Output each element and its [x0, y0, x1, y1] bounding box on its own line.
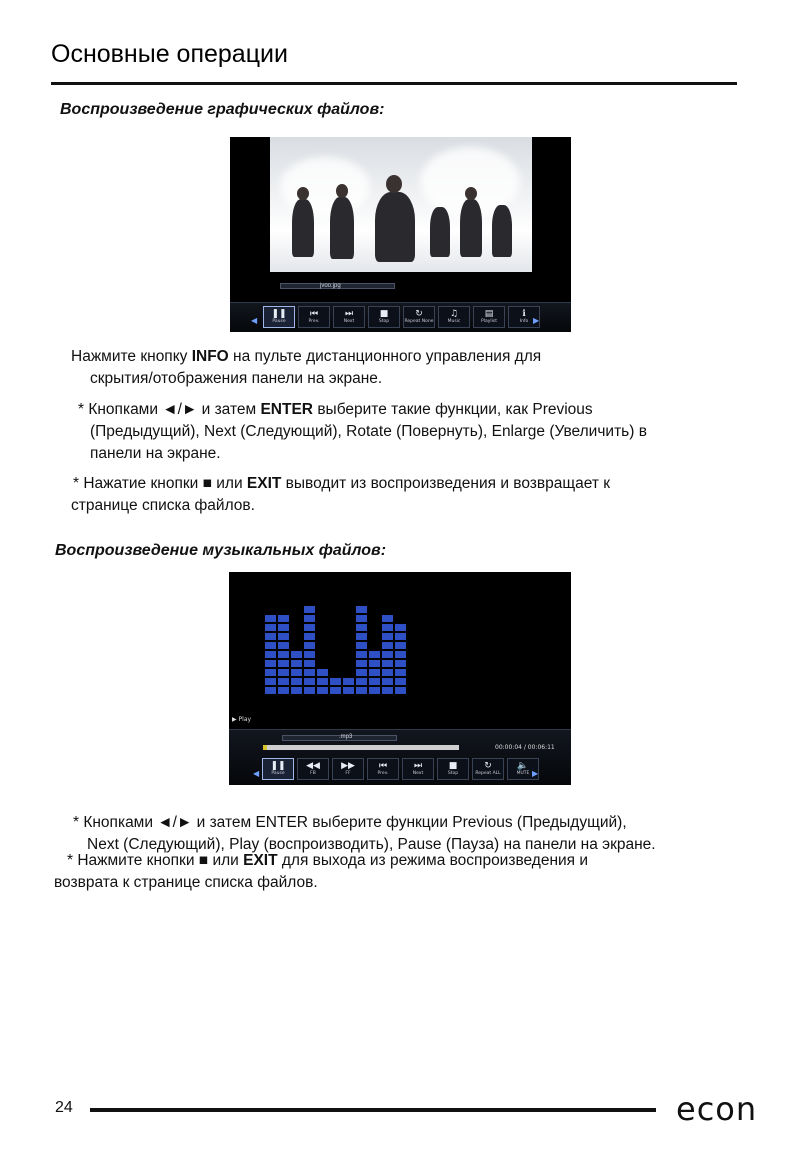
- page-number: 24: [55, 1099, 73, 1116]
- scroll-right-icon[interactable]: ▶: [533, 316, 540, 325]
- previous-icon: ⏮: [378, 761, 388, 771]
- text: на пульте дистанционного управления для: [228, 348, 542, 365]
- pause-icon: ❚❚: [270, 761, 286, 771]
- next-icon: ⏭: [413, 761, 423, 771]
- button-label: Pause: [271, 771, 285, 776]
- text: * Кнопками ◄/► и затем ENTER выберите функции Previous (Предыдущий),: [73, 814, 627, 831]
- button-label: Prev.: [377, 771, 389, 776]
- button-label: Repeat None: [404, 319, 434, 324]
- button-label: FF: [345, 771, 351, 776]
- text: (Предыдущий), Next (Следующий), Rotate (Повернуть), Enlarge (Увеличить) в: [90, 423, 647, 440]
- button-label: Next: [343, 319, 355, 324]
- button-label: Playlist: [481, 319, 497, 324]
- enter-key: ENTER: [260, 401, 314, 418]
- fast-forward-icon: ▶▶: [341, 761, 355, 771]
- next-button[interactable]: [333, 306, 365, 328]
- text: возврата к странице списка файлов.: [54, 874, 318, 891]
- movie-still-image: [270, 137, 532, 272]
- button-label: Info: [519, 319, 529, 324]
- button-label: Stop: [447, 771, 459, 776]
- equalizer-bar: [278, 615, 289, 696]
- repeat-button[interactable]: [403, 306, 435, 328]
- next-button[interactable]: [402, 758, 434, 780]
- play-status: ▶ Play: [232, 716, 252, 723]
- mute-icon: 🔈: [517, 761, 529, 771]
- progress-bar[interactable]: [263, 745, 459, 750]
- progress-fill: [263, 745, 267, 750]
- pause-button[interactable]: [263, 306, 295, 328]
- button-label: Next: [412, 771, 424, 776]
- pause-button[interactable]: [262, 758, 294, 780]
- text: * Нажмите кнопки ■ или: [67, 852, 244, 869]
- equalizer-bar: [304, 606, 315, 696]
- equalizer-bar: [382, 615, 393, 696]
- button-label: Prev.: [308, 319, 320, 324]
- next-icon: ⏭: [344, 309, 354, 319]
- music-section-heading: Воспроизведение музыкальных файлов:: [55, 542, 387, 559]
- stop-button[interactable]: [437, 758, 469, 780]
- stop-icon: ■: [379, 309, 389, 319]
- text: * Кнопками ◄/► и затем: [78, 401, 261, 418]
- equalizer-bar: [317, 669, 328, 696]
- equalizer-bar: [369, 651, 380, 696]
- button-label: Repeat ALL: [475, 771, 501, 776]
- button-label: Stop: [378, 319, 390, 324]
- equalizer-bar: [291, 651, 302, 696]
- playlist-icon: ▤: [484, 309, 494, 319]
- equalizer-bar: [343, 678, 354, 696]
- previous-icon: ⏮: [309, 309, 319, 319]
- music-playback-screen: [229, 572, 571, 785]
- fast-backward-button[interactable]: [297, 758, 329, 780]
- scroll-left-icon[interactable]: ◀: [253, 769, 260, 778]
- text: Next (Следующий), Play (воспроизводить), Pause (Пауза) на панели на экране.: [87, 836, 656, 853]
- image-paragraph-navigate: [78, 399, 647, 465]
- play-status-label: Play: [238, 716, 252, 723]
- equalizer-bar: [265, 615, 276, 696]
- text: скрытия/отображения панели на экране.: [90, 370, 383, 387]
- repeat-icon: ↻: [415, 309, 423, 319]
- stop-icon: ■: [448, 761, 458, 771]
- image-playback-screen: [230, 137, 571, 332]
- exit-key: EXIT: [243, 852, 278, 869]
- pause-icon: ❚❚: [271, 309, 287, 319]
- repeat-button[interactable]: [472, 758, 504, 780]
- music-paragraph-exit: [54, 850, 589, 894]
- econ-logo: econ: [676, 1090, 758, 1128]
- stop-button[interactable]: [368, 306, 400, 328]
- image-section-heading: Воспроизведение графических файлов:: [60, 101, 385, 118]
- fast-forward-button[interactable]: [332, 758, 364, 780]
- equalizer-bar: [356, 606, 367, 696]
- previous-button[interactable]: [367, 758, 399, 780]
- title-rule: [51, 82, 737, 85]
- text: * Нажатие кнопки ■ или: [73, 475, 247, 492]
- equalizer-bar: [330, 678, 341, 696]
- music-button[interactable]: [438, 306, 470, 328]
- page-title: Основные операции: [51, 40, 288, 68]
- previous-button[interactable]: [298, 306, 330, 328]
- text: выводит из воспроизведения и возвращает к: [281, 475, 611, 492]
- exit-key: EXIT: [246, 475, 282, 492]
- time-readout: 00:00:04 / 00:06:11: [495, 744, 555, 751]
- playlist-button[interactable]: [473, 306, 505, 328]
- repeat-icon: ↻: [484, 761, 492, 771]
- image-control-row: [263, 306, 540, 328]
- info-key: INFO: [191, 348, 229, 365]
- button-label: MUTE: [516, 771, 530, 776]
- music-icon: ♫: [449, 309, 459, 319]
- info-icon: ℹ: [522, 309, 526, 319]
- button-label: Pause: [272, 319, 286, 324]
- text: для выхода из режима воспроизведения и: [277, 852, 589, 869]
- music-filename: .mp3: [339, 734, 353, 740]
- footer-rule: [90, 1108, 656, 1112]
- equalizer-bar: [395, 624, 406, 696]
- text: странице списка файлов.: [71, 497, 255, 514]
- text: панели на экране.: [90, 445, 221, 462]
- text: Нажмите кнопку: [71, 348, 192, 365]
- fast-backward-icon: ◀◀: [306, 761, 320, 771]
- scroll-left-icon[interactable]: ◀: [251, 316, 258, 325]
- text: выберите такие функции, как Previous: [313, 401, 593, 418]
- button-label: Music: [447, 319, 461, 324]
- music-control-row: [262, 758, 539, 780]
- image-paragraph-exit: [73, 473, 610, 517]
- image-paragraph-info: [71, 346, 541, 390]
- scroll-right-icon[interactable]: ▶: [532, 769, 539, 778]
- button-label: FB: [310, 771, 316, 776]
- image-filename: jvoo.jpg: [320, 283, 341, 289]
